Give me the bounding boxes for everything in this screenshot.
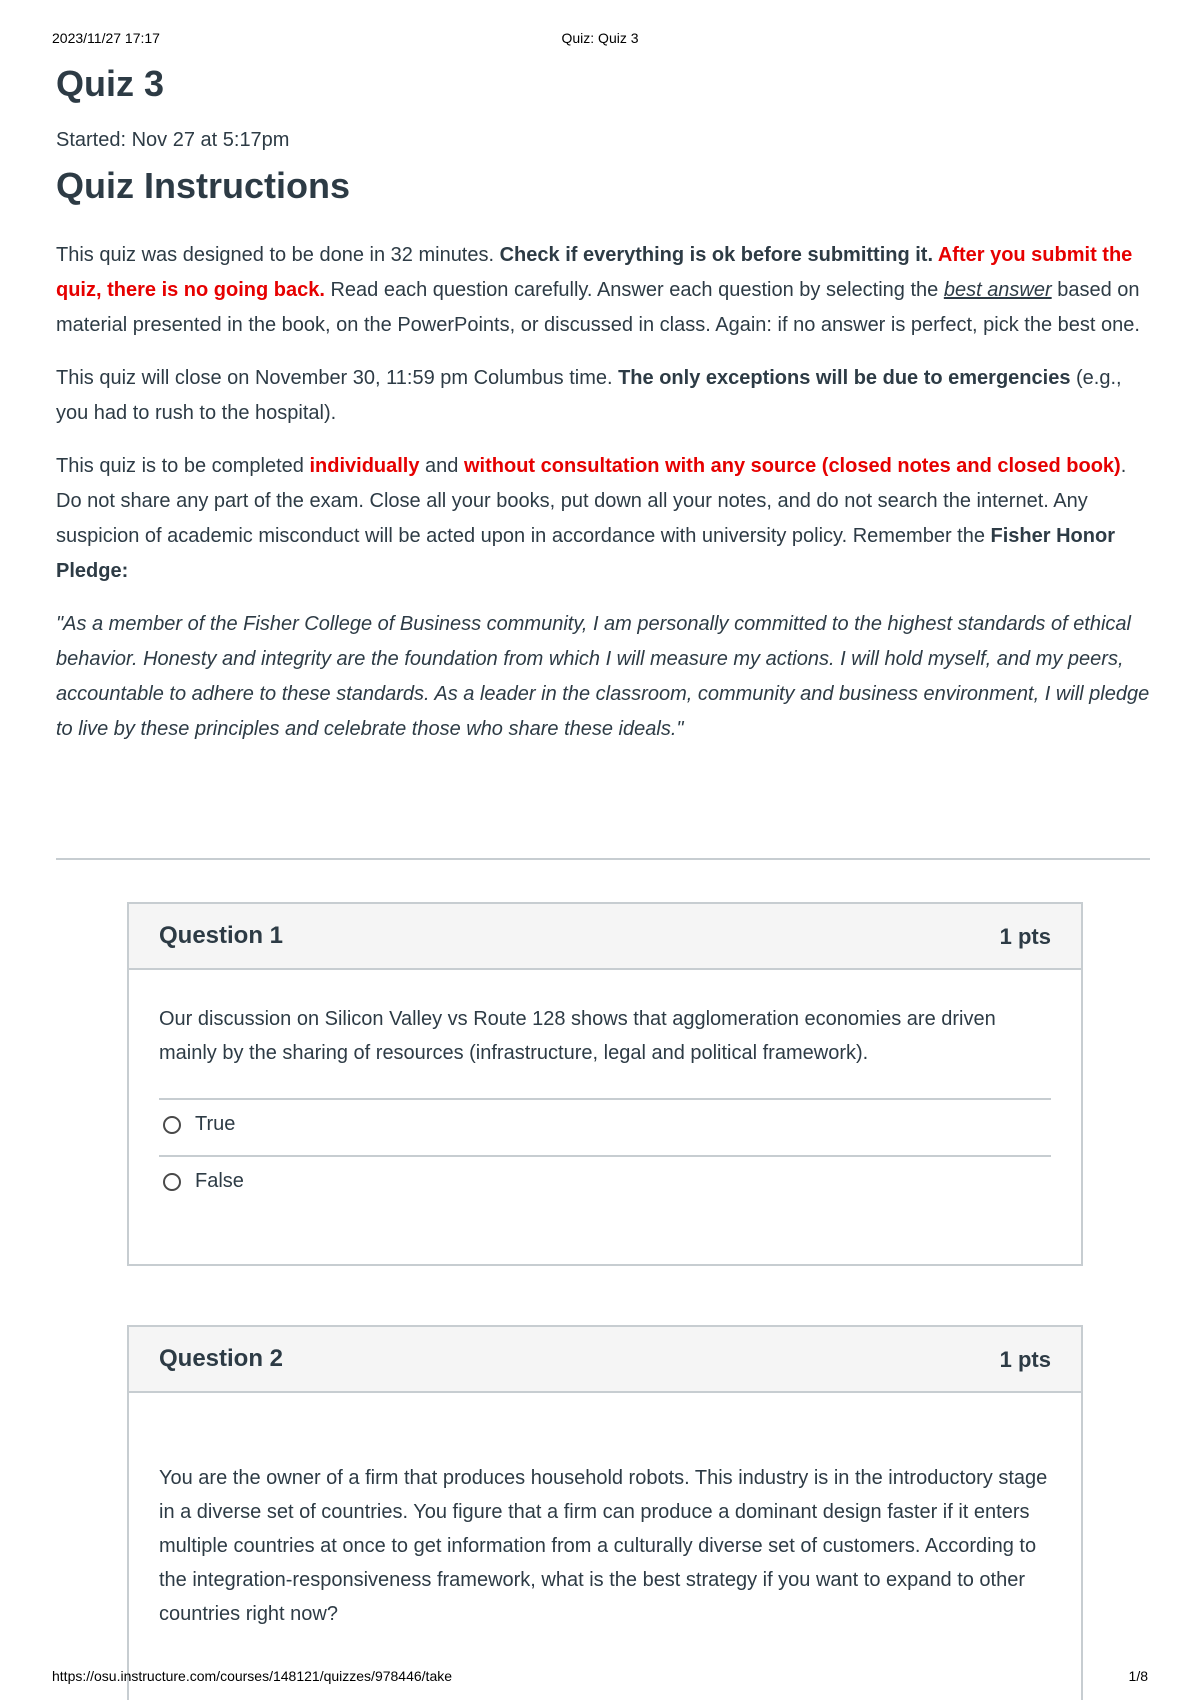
question-points: 1 pts (999, 924, 1051, 949)
page-number: 1/8 (1128, 1668, 1148, 1684)
question-header (129, 904, 1081, 970)
question-points: 1 pts (999, 1347, 1051, 1372)
instructions-paragraph-2 (56, 361, 1150, 431)
instr-bold: Fisher Honor Pledge: (56, 525, 1115, 582)
print-document-title: Quiz: Quiz 3 (561, 30, 639, 46)
instr-text: This quiz was designed to be done in 32 minutes. (56, 244, 500, 266)
instr-text: This quiz will close on November 30, 11:59 pm Columbus time. (56, 367, 619, 389)
question-title: Question 1 (159, 922, 284, 949)
instr-text: and (419, 455, 464, 477)
answer-option-true[interactable] (159, 1098, 1051, 1155)
instructions-paragraph-1 (56, 238, 1150, 343)
instr-text: based on material presented in the book, on the PowerPoints, or discussed in class. Again: if no answer is perfect, pick the best one. (56, 279, 1140, 336)
honor-pledge: "As a member of the Fisher College of Business community, I am personally committed to the highest standards of ethical behavior. Honesty and integrity are the foundation from which I will measure my actions. I will hold myself, and my peers, accountable to adhere to these standards. As a leader in the classroom, community and business environment, I will pledge to live by these principles and celebrate those who share these ideals." (56, 613, 1150, 740)
print-footer (52, 1668, 1148, 1686)
quiz-title: Quiz 3 (56, 63, 165, 104)
question-header (129, 1327, 1081, 1393)
instr-warning: without consultation with any source (closed notes and closed book) (463, 455, 1121, 477)
instructions-heading: Quiz Instructions (56, 165, 351, 206)
instr-emphasis: best answer (943, 279, 1052, 301)
print-date: 2023/11/27 17:17 (52, 30, 160, 46)
radio-button[interactable] (163, 1173, 181, 1191)
section-divider (56, 858, 1150, 860)
instr-text: This quiz is to be completed (56, 455, 310, 477)
instructions-paragraph-3 (56, 449, 1150, 589)
question-1 (127, 902, 1083, 1266)
print-header (52, 30, 1148, 48)
quiz-instructions (56, 238, 1150, 747)
answer-label[interactable]: False (195, 1170, 244, 1192)
radio-button[interactable] (163, 1116, 181, 1134)
instr-warning: individually (309, 455, 420, 477)
question-body (129, 970, 1081, 1212)
instr-text: Read each question carefully. Answer each question by selecting the (324, 279, 944, 301)
question-text: Our discussion on Silicon Valley vs Route 128 shows that agglomeration economies are driven mainly by the sharing of resources (infrastructure, legal and political framework). (159, 1008, 996, 1064)
question-text: You are the owner of a firm that produces household robots. This industry is in the introductory stage in a diverse set of countries. You figure that a firm can produce a dominant design faster if it enters multiple countries at once to get information from a culturally diverse set of customers. According to the integration-responsiveness framework, what is the best strategy if you want to expand to other countries right now? (159, 1467, 1048, 1625)
question-2 (127, 1325, 1083, 1700)
answer-label[interactable]: True (195, 1113, 236, 1135)
instr-bold: The only exceptions will be due to emergencies (618, 367, 1071, 389)
question-title: Question 2 (159, 1345, 284, 1372)
question-body (129, 1393, 1081, 1631)
answer-option-false[interactable] (159, 1155, 1051, 1212)
instr-bold: Check if everything is ok before submitting it. (499, 244, 938, 266)
quiz-content (56, 60, 1150, 765)
answer-list (159, 1098, 1051, 1212)
instr-warning: After you submit the quiz, there is no going back. (56, 244, 1133, 301)
instr-text: (e.g., you had to rush to the hospital). (56, 367, 1122, 424)
quiz-started-time: Started: Nov 27 at 5:17pm (56, 129, 290, 151)
instr-text: . Do not share any part of the exam. Close all your books, put down all your notes, and do not search the internet. Any suspicion of academic misconduct will be acted upon in accordance with university policy. Remember the (56, 455, 1127, 547)
print-url: https://osu.instructure.com/courses/148121/quizzes/978446/take (52, 1668, 453, 1684)
